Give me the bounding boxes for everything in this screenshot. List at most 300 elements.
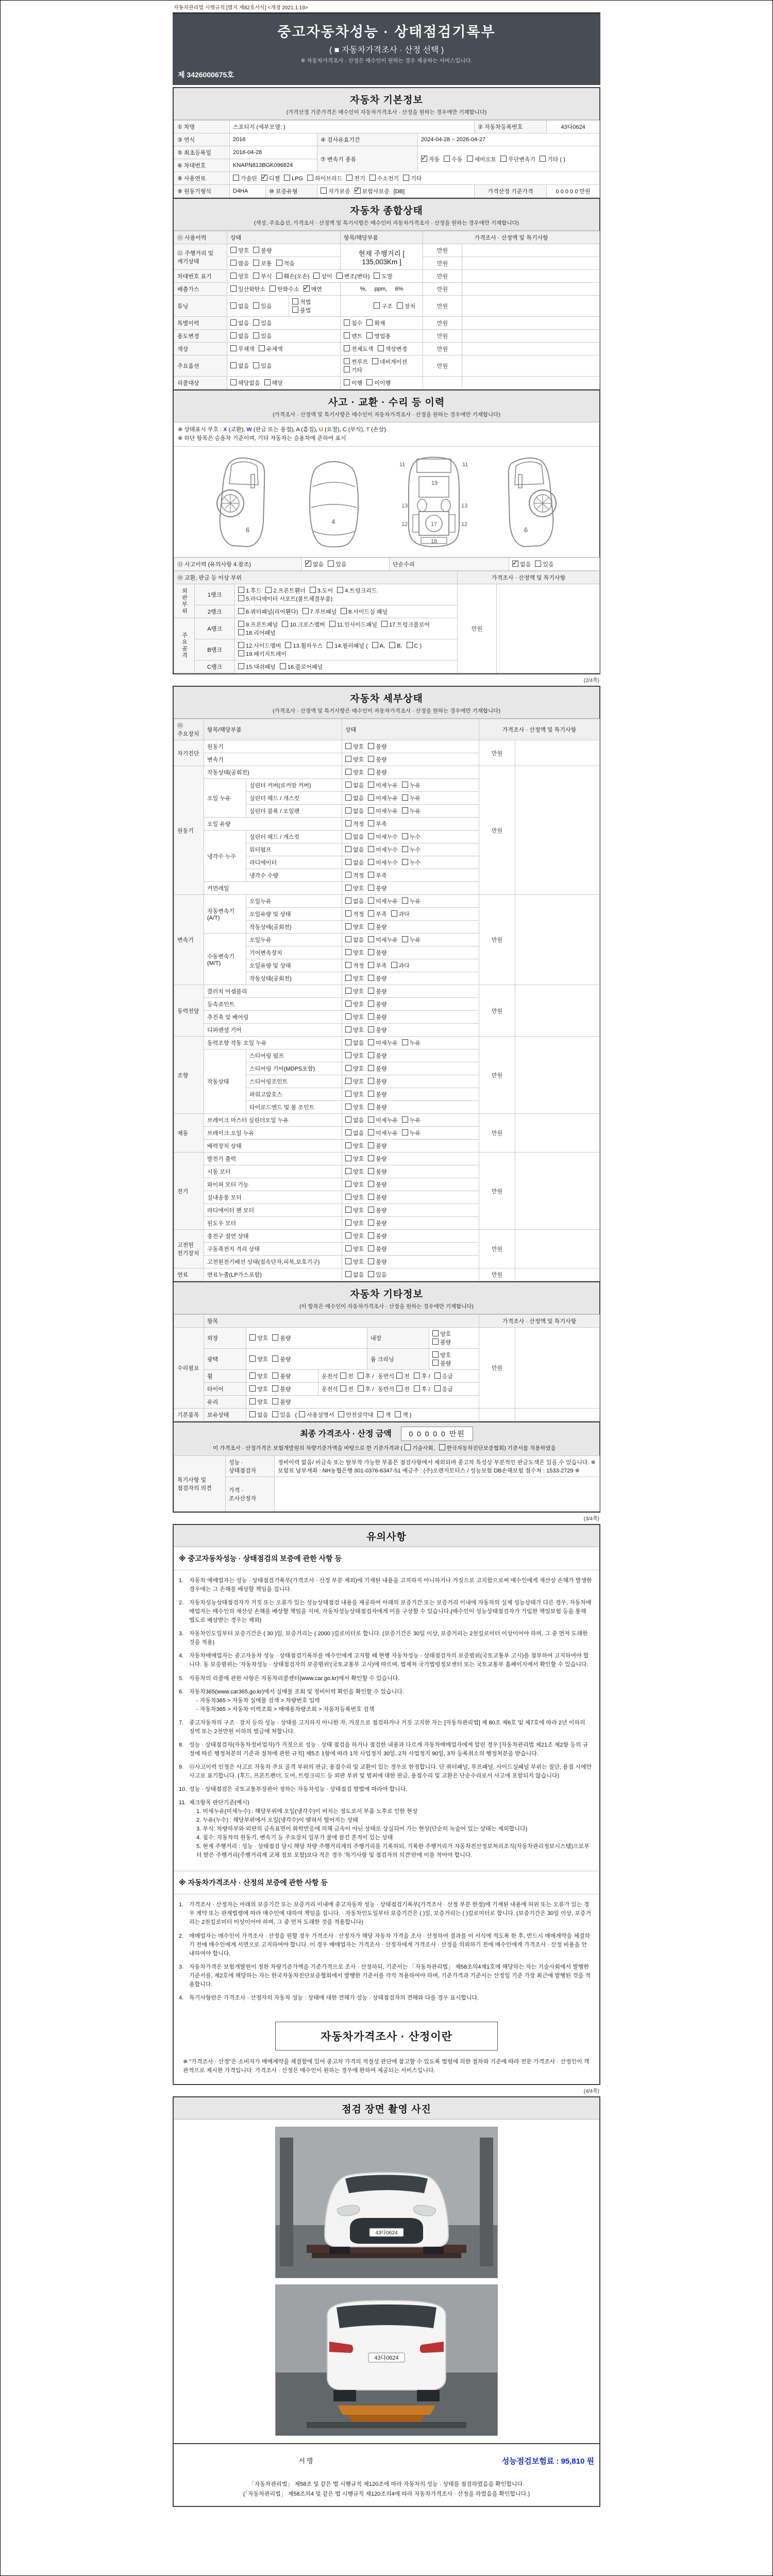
checkbox-unchecked-icon — [249, 1411, 256, 1417]
check-option-label: 자동 — [429, 156, 440, 163]
other-table — [174, 1314, 599, 1421]
check-option-label: 양호 — [353, 989, 364, 995]
checkbox-unchecked-icon — [230, 319, 237, 326]
checkbox-unchecked-icon — [395, 1411, 401, 1417]
check-option-label: 기타 ( ) — [547, 156, 565, 163]
table-cell: ⑭ 교환, 판금 등 이상 부위 — [174, 571, 458, 584]
check-option-label: 양호 — [257, 1399, 268, 1406]
check-option — [345, 768, 364, 776]
checkbox-unchecked-icon — [282, 621, 288, 627]
check-option-label: 미세누유 — [376, 795, 398, 802]
table-cell: 항목/해당부품 — [341, 231, 423, 244]
check-option-label: 보험사보증 — [362, 189, 390, 195]
check-option-label: 누유 — [409, 808, 421, 815]
check-option-label: 양호 — [353, 1079, 364, 1086]
check-option — [414, 1385, 430, 1393]
table-cell: 오일 유량 — [204, 818, 342, 831]
table-cell: 배력장치 상태 — [204, 1140, 342, 1153]
svg-text:4: 4 — [331, 518, 335, 526]
checkbox-cell — [342, 792, 479, 805]
check-option — [345, 910, 364, 918]
check-option-label: 누유 — [409, 1130, 421, 1137]
checkbox-unchecked-icon — [345, 1271, 351, 1277]
table-row — [174, 172, 600, 185]
table-cell — [515, 766, 600, 895]
checkbox-unchecked-icon — [272, 1372, 278, 1379]
document-title-note: ※ 자동차가격조사 · 산정은 매수인이 원하는 경우 제공하는 서비스입니다. — [300, 58, 473, 64]
inline-text: [DB] — [393, 189, 405, 195]
panel-rank-table — [174, 571, 599, 673]
section-box-2 — [173, 686, 600, 1513]
checkbox-unchecked-icon — [432, 1351, 439, 1358]
check-option — [377, 1411, 391, 1419]
table-cell: 상태 — [342, 719, 479, 740]
notice-item-text: 자동차의 리콜에 관한 사항은 자동차리콜센터(www.car.go.kr)에서 확인할 수 있습니다. — [189, 1675, 400, 1682]
check-option-label: 없음 — [353, 795, 364, 802]
check-option — [345, 1039, 364, 1047]
table-cell: 2랭크 — [195, 605, 235, 618]
check-option — [253, 259, 272, 267]
checkbox-cell — [342, 934, 479, 946]
checkbox-unchecked-icon — [402, 1039, 408, 1045]
svg-text:11: 11 — [399, 462, 406, 468]
check-option-label: 불량 — [280, 1386, 291, 1393]
check-option-label: 없음 — [238, 333, 249, 340]
checkbox-unchecked-icon — [368, 1013, 374, 1020]
checkbox-unchecked-icon — [230, 302, 237, 309]
checkbox-cell — [342, 1165, 479, 1178]
notice-item-text: 자동차365(www.car365.go.kr)에서 실매물 조회 및 정비이력 확인을 확인할 수 있습니다. - 자동차365 > 자동차 실매물 검색 > 차량번호 입력 - 자동차365 > 자동차 이력조회 > 매매용차량조회 > 자동차등록번호 검색 — [189, 1688, 592, 1714]
table-cell: D4HA — [230, 185, 266, 198]
check-option — [368, 1245, 386, 1253]
checkbox-unchecked-icon — [368, 1258, 374, 1264]
check-option-label: 18.리어패널 — [246, 630, 276, 637]
table-cell: 가격조사 · 산정액 및 특기사항 — [458, 571, 600, 584]
signature-row — [174, 2443, 599, 2478]
checkbox-cell — [342, 805, 479, 818]
check-option — [535, 560, 553, 568]
checkbox-unchecked-icon — [345, 756, 351, 762]
check-option-label: 미세누유 — [376, 1040, 398, 1047]
accident-band — [174, 389, 599, 422]
checkbox-unchecked-icon — [230, 379, 237, 385]
check-option-label: 누유 — [409, 1117, 421, 1124]
table-cell: A랭크 — [195, 618, 235, 639]
checkbox-unchecked-icon — [414, 1372, 420, 1379]
check-option-label: 없음 — [353, 1130, 364, 1137]
checkbox-unchecked-icon — [307, 175, 313, 181]
notice-item-number: 10. — [179, 1786, 187, 1792]
table-cell: 룸 크리닝 — [367, 1349, 429, 1370]
check-option-label: 누유 — [409, 899, 421, 905]
check-option — [345, 948, 364, 957]
checkbox-checked-icon — [305, 561, 311, 567]
check-option-label: 양호 — [353, 886, 364, 892]
table-row — [174, 1456, 600, 1477]
final-price-note — [179, 1444, 594, 1452]
checkbox-unchecked-icon — [368, 1116, 374, 1123]
document-number: 제 3426000675호 — [178, 71, 234, 79]
checkbox-unchecked-icon — [345, 1078, 351, 1084]
check-option-label: 훼손(오손) — [283, 274, 310, 280]
table-cell: 43다0624 — [547, 121, 600, 133]
check-option-label: 양호 — [353, 1208, 364, 1214]
check-option — [304, 285, 322, 293]
check-option — [368, 1167, 386, 1176]
check-option — [434, 1372, 453, 1380]
check-option — [345, 1052, 364, 1060]
checkbox-unchecked-icon — [377, 1411, 383, 1417]
check-option — [272, 1334, 291, 1342]
checkbox-unchecked-icon — [249, 1385, 256, 1392]
table-cell: 정비이력 없음/ 비금속 또는 탈부착 가능한 부품은 점검사항에서 제외되며 중고차 특성상 부분적인 판금도색은 있을 수 있습니다. ※보험료 납부계좌 : NH농협은행 301-0376-6347-51 예금주 : (주)오렌지모터스 / 성능보험 DB손해보험 접수처 : 1533-2729 ※ — [275, 1456, 600, 1477]
checkbox-cell — [342, 766, 479, 779]
check-option — [345, 1180, 364, 1189]
check-option — [402, 1039, 421, 1047]
checkbox-cell — [342, 998, 479, 1011]
checkbox-unchecked-icon — [368, 1245, 374, 1251]
check-option-label: 불량 — [376, 1156, 387, 1163]
check-option-label: 가솔린 — [241, 176, 257, 182]
check-option — [368, 936, 398, 944]
check-option-label: 없음 — [353, 1272, 364, 1279]
check-option — [230, 259, 249, 267]
checkbox-unchecked-icon — [272, 1334, 278, 1341]
notice-item-number: 3. — [179, 1631, 184, 1637]
checkbox-cell — [235, 639, 458, 660]
check-option-label: 없음 — [238, 363, 249, 369]
svg-text:6: 6 — [246, 526, 250, 534]
checkbox-unchecked-icon — [369, 175, 376, 181]
check-option-label: 과다 — [398, 911, 410, 918]
check-option — [345, 1000, 364, 1008]
check-option-label: 잭 ) — [402, 1412, 412, 1419]
table-cell: 상태 — [227, 231, 341, 244]
check-option — [368, 1180, 386, 1189]
check-option — [405, 1444, 435, 1452]
accident-subtitle: (가격조사 · 산정액 및 특기사항은 매수인이 자동차가격조사 · 산정을 원하는 경우에만 기재합니다) — [273, 412, 500, 418]
checkbox-checked-icon — [261, 175, 267, 181]
check-option-label: 안전삼각대 — [346, 1412, 374, 1419]
document-subtitle: ( ■ 자동차가격조사 · 산정 선택 ) — [329, 46, 444, 55]
check-option-label: 무단변속기 — [508, 156, 536, 163]
checkbox-cell — [342, 1127, 479, 1140]
checkbox-unchecked-icon — [368, 1001, 374, 1007]
checkbox-unchecked-icon — [345, 1039, 351, 1045]
detail-title: 자동차 세부상태 — [350, 693, 423, 705]
check-option — [345, 1219, 364, 1227]
check-option-label: 매연 — [311, 286, 322, 293]
check-option-label: 후 / — [365, 1386, 374, 1393]
check-option-label: 무채색 — [238, 346, 255, 352]
check-option — [345, 897, 364, 905]
checkbox-unchecked-icon — [345, 1245, 351, 1251]
check-option-label: 영업용 — [374, 333, 391, 340]
check-option — [272, 1385, 291, 1393]
table-cell: 만원 — [423, 244, 462, 257]
table-cell: 실내송풍 모터 — [204, 1191, 342, 1204]
notice-item-text: 자동차 매매업자는 성능 · 상태점검기록부(가격조사 · 산정 부분 제외)에 기재된 내용을 고지하지 아니하거나 거짓으로 고지함으로써 매수인에게 재산상 손해가 발생한 경우에는 그 손해를 배상할 책임을 집니다. — [189, 1578, 592, 1593]
notice-subtitle-1: ※ 중고자동차성능 · 상태점검의 보증에 관한 사항 등 — [174, 1547, 599, 1570]
check-option — [368, 961, 386, 970]
check-option — [368, 755, 386, 764]
notice-item — [179, 1932, 592, 1958]
check-option-label: 양호 — [257, 1357, 268, 1363]
checkbox-unchecked-icon — [345, 897, 351, 904]
check-option-label: 상이 — [321, 274, 332, 280]
checkbox-unchecked-icon — [230, 332, 237, 338]
checkbox-unchecked-icon — [345, 1142, 351, 1148]
check-option — [372, 358, 407, 366]
checkbox-unchecked-icon — [402, 794, 408, 801]
check-option-label: 불량 — [280, 1374, 291, 1380]
state-code-legend — [178, 426, 595, 434]
check-option-label: 썬루프 — [351, 359, 368, 365]
check-option — [253, 319, 272, 327]
table-cell: 스티어링 펌프 — [246, 1049, 342, 1062]
check-option — [340, 1385, 354, 1393]
checkbox-unchecked-icon — [280, 663, 286, 669]
checkbox-unchecked-icon — [337, 273, 343, 279]
check-option-label: 부족 — [376, 963, 387, 970]
check-option-label: 적정 — [353, 911, 364, 918]
check-option — [345, 1193, 364, 1201]
checkbox-unchecked-icon — [230, 345, 237, 351]
check-option — [230, 285, 265, 293]
table-cell: ⑫ 주행거리 및 계기상태 — [174, 244, 227, 270]
check-option-label: 양호 — [440, 1331, 451, 1338]
checkbox-unchecked-icon — [434, 1385, 441, 1392]
checkbox-unchecked-icon — [345, 962, 351, 968]
table-cell: 2016-04-28 — [230, 146, 317, 159]
table-cell: 만원 — [479, 1268, 515, 1281]
table-cell — [515, 740, 600, 766]
notice-item — [179, 1901, 592, 1927]
check-option-label: 양호 — [353, 1027, 364, 1034]
table-cell: 특별이력 — [174, 317, 227, 330]
checkbox-unchecked-icon — [345, 1116, 351, 1123]
detail-band — [174, 687, 599, 719]
inline-text: 동반석 — [378, 1374, 395, 1380]
check-option-label: 19.패키지트레이 — [246, 651, 287, 658]
svg-text:12: 12 — [401, 521, 408, 528]
checkbox-unchecked-icon — [345, 1104, 351, 1110]
table-row — [174, 766, 600, 779]
notice-item-text: 자동차가격은 보험개발원이 정한 차량기준가액을 기준가격으로 조사 · 산정하되, 기준서는 「자동차관리법」 제58조의4제1호에 해당하는 자는 기술사회에서 발행한 기준서를, 제2호에 해당하는 자는 한국자동차진단보증협회에서 발행한 기준서를 각각 적용하여야 하며, 기준가격과 기준서는 산정일 기준 가장 최근에 발행된 것을 적용합니다. — [189, 1963, 591, 1988]
notice-item — [179, 1741, 592, 1758]
table-cell: 등속죠인트 — [204, 998, 342, 1011]
check-option-label: 양호 — [238, 274, 249, 280]
check-option — [407, 642, 422, 649]
table-cell: 특기사항 및 점검자의 의견 — [174, 1456, 226, 1512]
checkbox-unchecked-icon — [402, 846, 408, 852]
checkbox-cell — [230, 172, 600, 185]
check-option-label: 양호 — [353, 1092, 364, 1098]
check-option-label: 있음 — [280, 1412, 291, 1419]
notice-item-text: 자동차매매업자는 중고자동차 성능 · 상태점검기록부를 매수인에게 고지할 때 현행 자동차성능 · 상태점검자의 보증범위(국토교통부 고시)를 첨부하여 고지하여야 합니다. 동 보증범위는 '자동차성능 · 상태점검자의 보증범위'(국토교통부 고시)에 따르며, 법제처 국가법령정보센터 또는 국토교통부 홈페이지에서 확인할 수 있습니다. — [189, 1653, 589, 1668]
table-cell: 고전원 전기장치 — [174, 1230, 204, 1268]
check-option — [238, 586, 261, 595]
checkbox-unchecked-icon — [340, 1372, 346, 1379]
checkbox-unchecked-icon — [270, 285, 276, 292]
checkbox-cell — [342, 740, 479, 753]
table-cell: 수리필요 — [174, 1328, 204, 1409]
checkbox-cell — [342, 1101, 479, 1114]
check-option-label: 없음 — [353, 899, 364, 905]
table-cell: 만원 — [458, 584, 497, 673]
check-option-label: 전 — [347, 1386, 354, 1393]
check-option-label: 보통 — [261, 261, 272, 267]
table-row — [174, 740, 600, 753]
check-option-label: 없음 — [353, 937, 364, 944]
table-cell: 원동기 — [174, 766, 204, 895]
page-marker-3: (4/4쪽) — [583, 2089, 599, 2095]
check-option-label: 불량 — [376, 989, 387, 995]
table-row — [174, 1230, 600, 1243]
checkbox-unchecked-icon — [368, 1065, 374, 1071]
check-option — [238, 595, 332, 603]
table-cell: 타이어 — [204, 1383, 246, 1396]
check-option-label: 이행 — [351, 380, 363, 386]
check-option-label: 양호 — [353, 744, 364, 751]
svg-text:13: 13 — [401, 503, 408, 510]
check-option — [368, 923, 386, 931]
table-cell: 기본품목 — [174, 1409, 204, 1421]
checkbox-cell — [235, 618, 458, 639]
checkbox-cell — [342, 1140, 479, 1153]
checkbox-cell — [342, 972, 479, 985]
check-option-label: 부족 — [376, 873, 387, 879]
table-row — [174, 330, 600, 343]
table-cell: 자기진단 — [174, 740, 204, 766]
table-cell: 배출가스 — [174, 283, 227, 296]
check-option — [432, 1359, 451, 1367]
checkbox-cell — [342, 1049, 479, 1062]
legend-segment: ※ 상태표시 부호 : — [178, 427, 224, 433]
table-cell: 발전기 출력 — [204, 1153, 342, 1165]
check-option — [500, 155, 535, 163]
check-option — [344, 366, 362, 374]
car-diagrams — [174, 447, 599, 557]
check-option-label: 미세누유 — [376, 937, 398, 944]
table-cell: 만원 — [479, 1037, 515, 1114]
check-option — [368, 1039, 398, 1047]
checkbox-unchecked-icon — [345, 885, 351, 891]
notice-item-number: 2. — [179, 1600, 184, 1606]
check-option-label: 1.후드 — [246, 588, 262, 595]
checkbox-cell — [246, 1370, 318, 1383]
svg-text:12: 12 — [461, 521, 468, 528]
check-option — [230, 302, 249, 310]
checkbox-unchecked-icon — [345, 1052, 351, 1058]
notice-item-text: 자동차성능상태점검자가 거짓 또는 오류가 있는 성능상태점검 내용을 제공하여 아래의 보증기간 또는 보증거리 이내에 자동차의 실제 성능상태가 다른 경우, 자동차매매업자는 매수인의 재산상 손해를 배상할 책임을 지며, 자동차성능상태점검자에게 이를 구상할 수 있습니다.(매수인이 성능상태점검자가 가입한 책임보험 등을 통해 별도로 배상받는 경우는 제외) — [189, 1600, 592, 1624]
check-option — [340, 1372, 354, 1380]
check-option — [368, 820, 386, 828]
check-option — [368, 742, 386, 751]
checkbox-unchecked-icon — [264, 379, 271, 385]
notice-items-2 — [174, 1894, 599, 2013]
checkbox-unchecked-icon — [344, 319, 350, 326]
checkbox-cell — [235, 605, 458, 618]
check-option — [368, 1103, 386, 1111]
table-cell: ③ 연식 — [174, 133, 230, 146]
check-option-label: 불량 — [376, 1259, 387, 1266]
check-option — [368, 1026, 386, 1034]
check-option-label: 불량 — [376, 1246, 387, 1253]
table-cell: 브레이크 마스터 실린더오일 누유 — [204, 1114, 342, 1127]
check-option — [368, 1270, 386, 1279]
check-option — [540, 155, 565, 163]
svg-text:11: 11 — [462, 462, 468, 468]
checkbox-unchecked-icon — [374, 273, 380, 279]
check-option-label: 후 / — [421, 1374, 430, 1380]
check-option-label: 양호 — [353, 1014, 364, 1021]
check-option-label: 없음 — [353, 847, 364, 854]
checkbox-unchecked-icon — [405, 1444, 411, 1450]
check-option — [264, 379, 283, 387]
legend-segment: (판금 또는 용접), — [251, 427, 296, 433]
check-option-label: 미세누유 — [376, 783, 398, 789]
checkbox-cell — [429, 1328, 479, 1349]
table-cell — [515, 1409, 600, 1421]
checkbox-unchecked-icon — [249, 1334, 256, 1341]
checkbox-cell — [342, 985, 479, 998]
checkbox-unchecked-icon — [303, 608, 309, 614]
table-cell: 냉각수 수량 — [246, 869, 342, 882]
check-option-label: 3.도어 — [317, 588, 333, 595]
check-option — [344, 379, 362, 387]
checkbox-cell — [227, 283, 341, 296]
checkbox-cell — [342, 1191, 479, 1204]
check-option — [345, 1142, 364, 1150]
table-cell: 가격조사 · 산정액 및 특기사항 — [479, 1315, 600, 1328]
check-option — [358, 1372, 374, 1380]
check-option-label: 변조(변타) — [344, 274, 370, 280]
table-cell: 디퍼렌셜 기어 — [204, 1024, 342, 1037]
checkbox-cell — [342, 753, 479, 766]
check-option-label: 양호 — [353, 1182, 364, 1189]
notice-sub-item: 4. 침수: 자동차의 원동기, 변속기 등 주요장치 일부가 물에 잠긴 흔적이 있는 상태 — [196, 1835, 393, 1841]
notice-item-number: 4. — [179, 1994, 184, 2001]
table-cell: 실린더 블록 / 오일팬 — [246, 805, 342, 818]
check-option — [345, 1129, 364, 1137]
check-option-label: 있음 — [261, 320, 272, 327]
check-option-label: 양호 — [353, 1143, 364, 1150]
check-option-label: 해당 — [272, 380, 283, 386]
notice-item-text: 성능 · 상태점검자(자동차정비업자)가 거짓으로 성능 · 상태 점검을 하거나 점검한 내용과 다르게 자동차매매업자에게 알린 경우 [자동차관리법 제21조 제2항 등의 규정에 따른 행정처분의 기준과 절차에 관한 규칙] 제5조 1항에 따라 1차 사업정지 30일, 2차 사업정지 90일, 3차 등록취소의 행정처분을 받습니다. — [189, 1741, 589, 1757]
checkbox-cell — [246, 1383, 318, 1396]
checkbox-cell — [235, 660, 458, 673]
checkbox-unchecked-icon — [368, 1104, 374, 1110]
check-option — [272, 1398, 291, 1406]
checkbox-unchecked-icon — [540, 156, 546, 162]
checkbox-unchecked-icon — [368, 1207, 374, 1213]
table-cell: 만원 — [479, 766, 515, 895]
checkbox-unchecked-icon — [345, 936, 351, 942]
check-option-label: 5.라디에이터 서포트(볼트체결부품) — [246, 596, 333, 603]
notice-items-1 — [174, 1570, 599, 1871]
table — [174, 571, 600, 673]
check-option — [444, 155, 462, 163]
table-cell — [515, 1114, 600, 1153]
check-option-label: 있음 — [261, 333, 272, 340]
check-option-label: 불량 — [376, 924, 387, 931]
check-option-label: 양호 — [238, 248, 249, 254]
table-cell: 만원 — [479, 1153, 515, 1230]
checkbox-unchecked-icon — [344, 366, 350, 372]
checkbox-unchecked-icon — [372, 358, 378, 364]
photo-band — [174, 2097, 599, 2120]
